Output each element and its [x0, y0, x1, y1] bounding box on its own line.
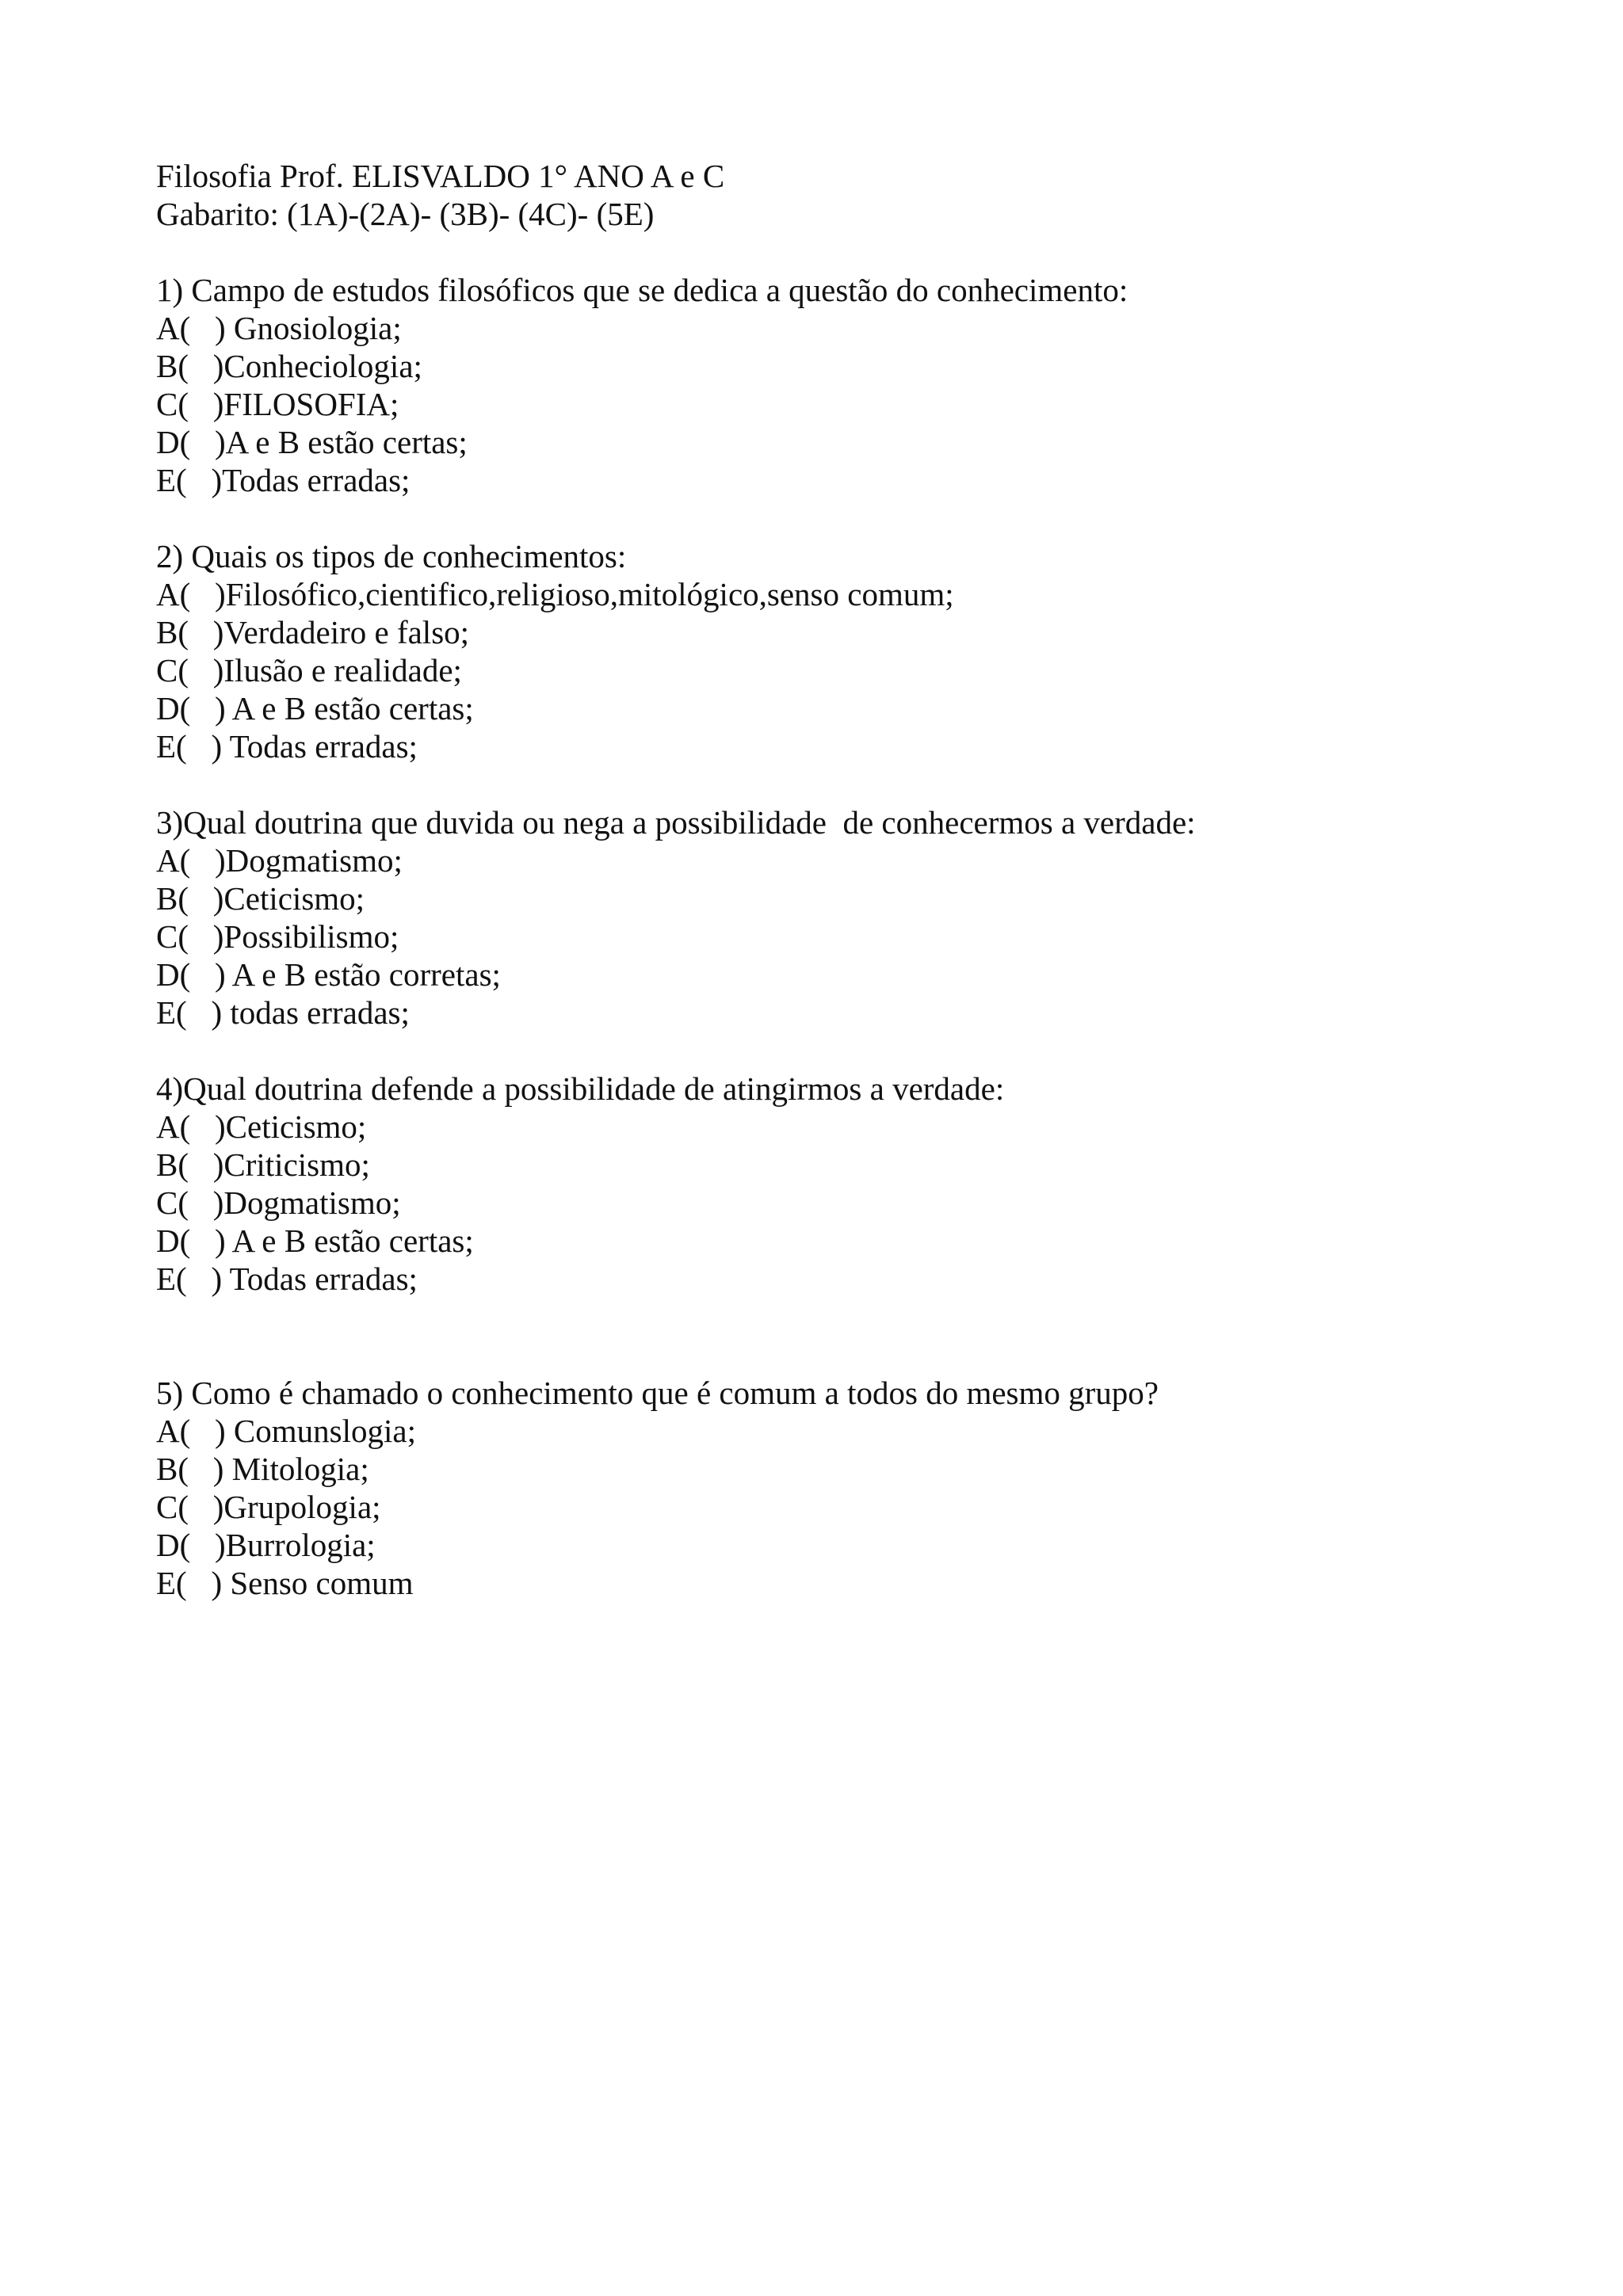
- option-d: D( ) A e B estão certas;: [156, 1222, 474, 1259]
- option-d: D( ) A e B estão corretas;: [156, 956, 501, 993]
- question-prompt: 2) Quais os tipos de conhecimentos:: [156, 538, 627, 574]
- document-title: Filosofia Prof. ELISVALDO 1° ANO A e C: [156, 158, 725, 194]
- option-e: E( ) Senso comum: [156, 1565, 414, 1601]
- option-d: D( )Burrologia;: [156, 1527, 376, 1563]
- option-a: A( ) Gnosiologia;: [156, 310, 402, 346]
- option-d: D( ) A e B estão certas;: [156, 690, 474, 727]
- option-b: B( )Verdadeiro e falso;: [156, 614, 470, 650]
- question-3: [156, 803, 1543, 1032]
- option-c: C( )Possibilismo;: [156, 918, 399, 955]
- option-e: E( ) Todas erradas;: [156, 1261, 418, 1297]
- question-1: [156, 271, 1543, 499]
- option-d: D( )A e B estão certas;: [156, 424, 468, 460]
- option-a: A( )Ceticismo;: [156, 1108, 367, 1145]
- option-b: B( )Criticismo;: [156, 1146, 370, 1183]
- question-prompt: 1) Campo de estudos filosóficos que se dedica a questão do conhecimento:: [156, 272, 1128, 308]
- option-b: B( ) Mitologia;: [156, 1451, 369, 1487]
- question-5: [156, 1374, 1543, 1602]
- option-e: E( )Todas erradas;: [156, 462, 411, 498]
- option-a: A( )Dogmatismo;: [156, 842, 403, 879]
- option-e: E( ) Todas erradas;: [156, 728, 418, 765]
- option-b: B( )Conheciologia;: [156, 348, 422, 384]
- option-a: A( )Filosófico,cientifico,religioso,mitológico,senso comum;: [156, 576, 954, 612]
- question-prompt: 3)Qual doutrina que duvida ou nega a possibilidade de conhecermos a verdade:: [156, 804, 1196, 841]
- option-e: E( ) todas erradas;: [156, 994, 410, 1031]
- answer-key: Gabarito: (1A)-(2A)- (3B)- (4C)- (5E): [156, 196, 655, 232]
- question-4: [156, 1070, 1543, 1298]
- question-prompt: 4)Qual doutrina defende a possibilidade de atingirmos a verdade:: [156, 1070, 1005, 1107]
- option-b: B( )Ceticismo;: [156, 880, 365, 917]
- document-content: [156, 157, 1543, 1602]
- option-c: C( )Grupologia;: [156, 1489, 381, 1525]
- option-c: C( )Dogmatismo;: [156, 1184, 401, 1221]
- option-c: C( )Ilusão e realidade;: [156, 652, 462, 688]
- option-c: C( )FILOSOFIA;: [156, 386, 399, 422]
- question-prompt: 5) Como é chamado o conhecimento que é comum a todos do mesmo grupo?: [156, 1375, 1159, 1411]
- question-2: [156, 537, 1543, 765]
- option-a: A( ) Comunslogia;: [156, 1413, 416, 1449]
